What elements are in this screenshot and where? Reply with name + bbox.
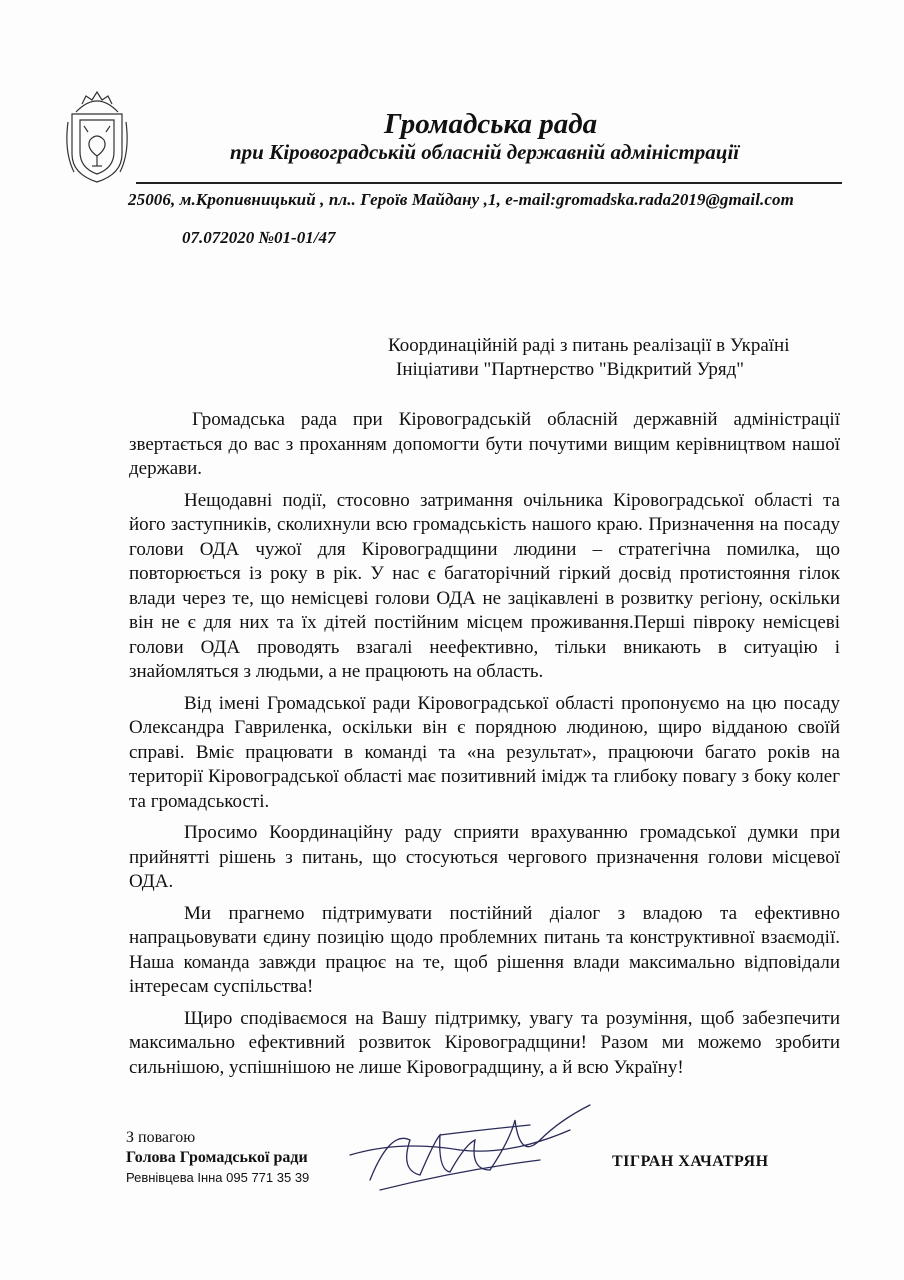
org-subtitle: при Кіровоградській обласній державній адміністрації — [230, 140, 740, 164]
addressee — [388, 334, 790, 382]
regards-text: З повагою — [126, 1129, 196, 1146]
paragraph-2: Нещодавні події, стосовно затримання очільника Кіровоградської області та його заступників, сколихнули всю громадськість нашого краю. Призначення на посаду голови ОДА чужої для Кіровоградщини людини – стратегічна помилка, що повторюється із року в рік. У нас є багаторічний гіркий досвід протистояння гілок влади через те, що немісцеві голови ОДА не зацікавлені в розвитку регіону, оскільки він не є для них та їх дітей постійним місцем проживання.Перші півроку немісцеві голови ОДА проводять взагалі неефективно, тільки вникають в ситуацію і знайомляться з людьми, а не працюють на область. — [129, 489, 840, 682]
addressee-line-2: Ініціативи "Партнерство "Відкритий Уряд" — [396, 359, 745, 380]
org-address: 25006, м.Кропивницький , пл.. Героїв Майдану ,1, e-mail:gromadska.rada2019@gmail.com — [128, 190, 794, 209]
contact-person: Ревнівцева Інна 095 771 35 39 — [126, 1170, 310, 1185]
paragraph-5: Ми прагнемо підтримувати постійний діалог з владою та ефективно напрацьовувати єдину позицію щодо проблемних питань та конструктивної взаємодії. Наша команда завжди працює на те, щоб рішення влади максимально відповідали інтересам суспільства! — [129, 902, 840, 997]
header-divider — [136, 182, 842, 184]
paragraph-3: Від імені Громадської ради Кіровоградської області пропонуємо на цю посаду Олександра Гавриленка, оскільки він є порядною людиною, щиро відданою своїй справі. Вміє працювати в команді та «на результат», працюючи багато років на території Кіровоградської області має позитивний імідж та глибоку повагу з боку колег та громадськості. — [129, 692, 840, 812]
signature-block — [126, 1128, 309, 1188]
addressee-line-1: Координаційній раді з питань реалізації в Україні — [388, 335, 790, 356]
paragraph-6: Щиро сподіваємося на Вашу підтримку, увагу та розуміння, щоб забезпечити максимально ефективний розвиток Кіровоградщини! Разом ми можемо зробити сильнішою, успішнішою не лише Кіровоградщину, а й всю Україну! — [129, 1007, 840, 1078]
handwritten-signature — [340, 1100, 600, 1200]
kirovohrad-oblast-coat-of-arms-icon — [64, 82, 130, 188]
paragraph-4: Просимо Координаційну раду сприяти врахуванню громадської думки при прийнятті рішень з питань, що стосуються чергового призначення голови місцевої ОДА. — [129, 822, 840, 892]
document-reference: 07.072020 №01-01/47 — [182, 228, 336, 247]
letter-body — [129, 408, 840, 1087]
signer-position: Голова Громадської ради — [126, 1149, 308, 1166]
signer-name: ТІГРАН ХАЧАТРЯН — [612, 1153, 769, 1170]
paragraph-1: Громадська рада при Кіровоградській обласній державній адміністрації звертається до вас з проханням допомогти бути почутими вищим керівництвом нашої держави. — [129, 409, 840, 479]
org-title: Громадська рада — [384, 108, 598, 140]
